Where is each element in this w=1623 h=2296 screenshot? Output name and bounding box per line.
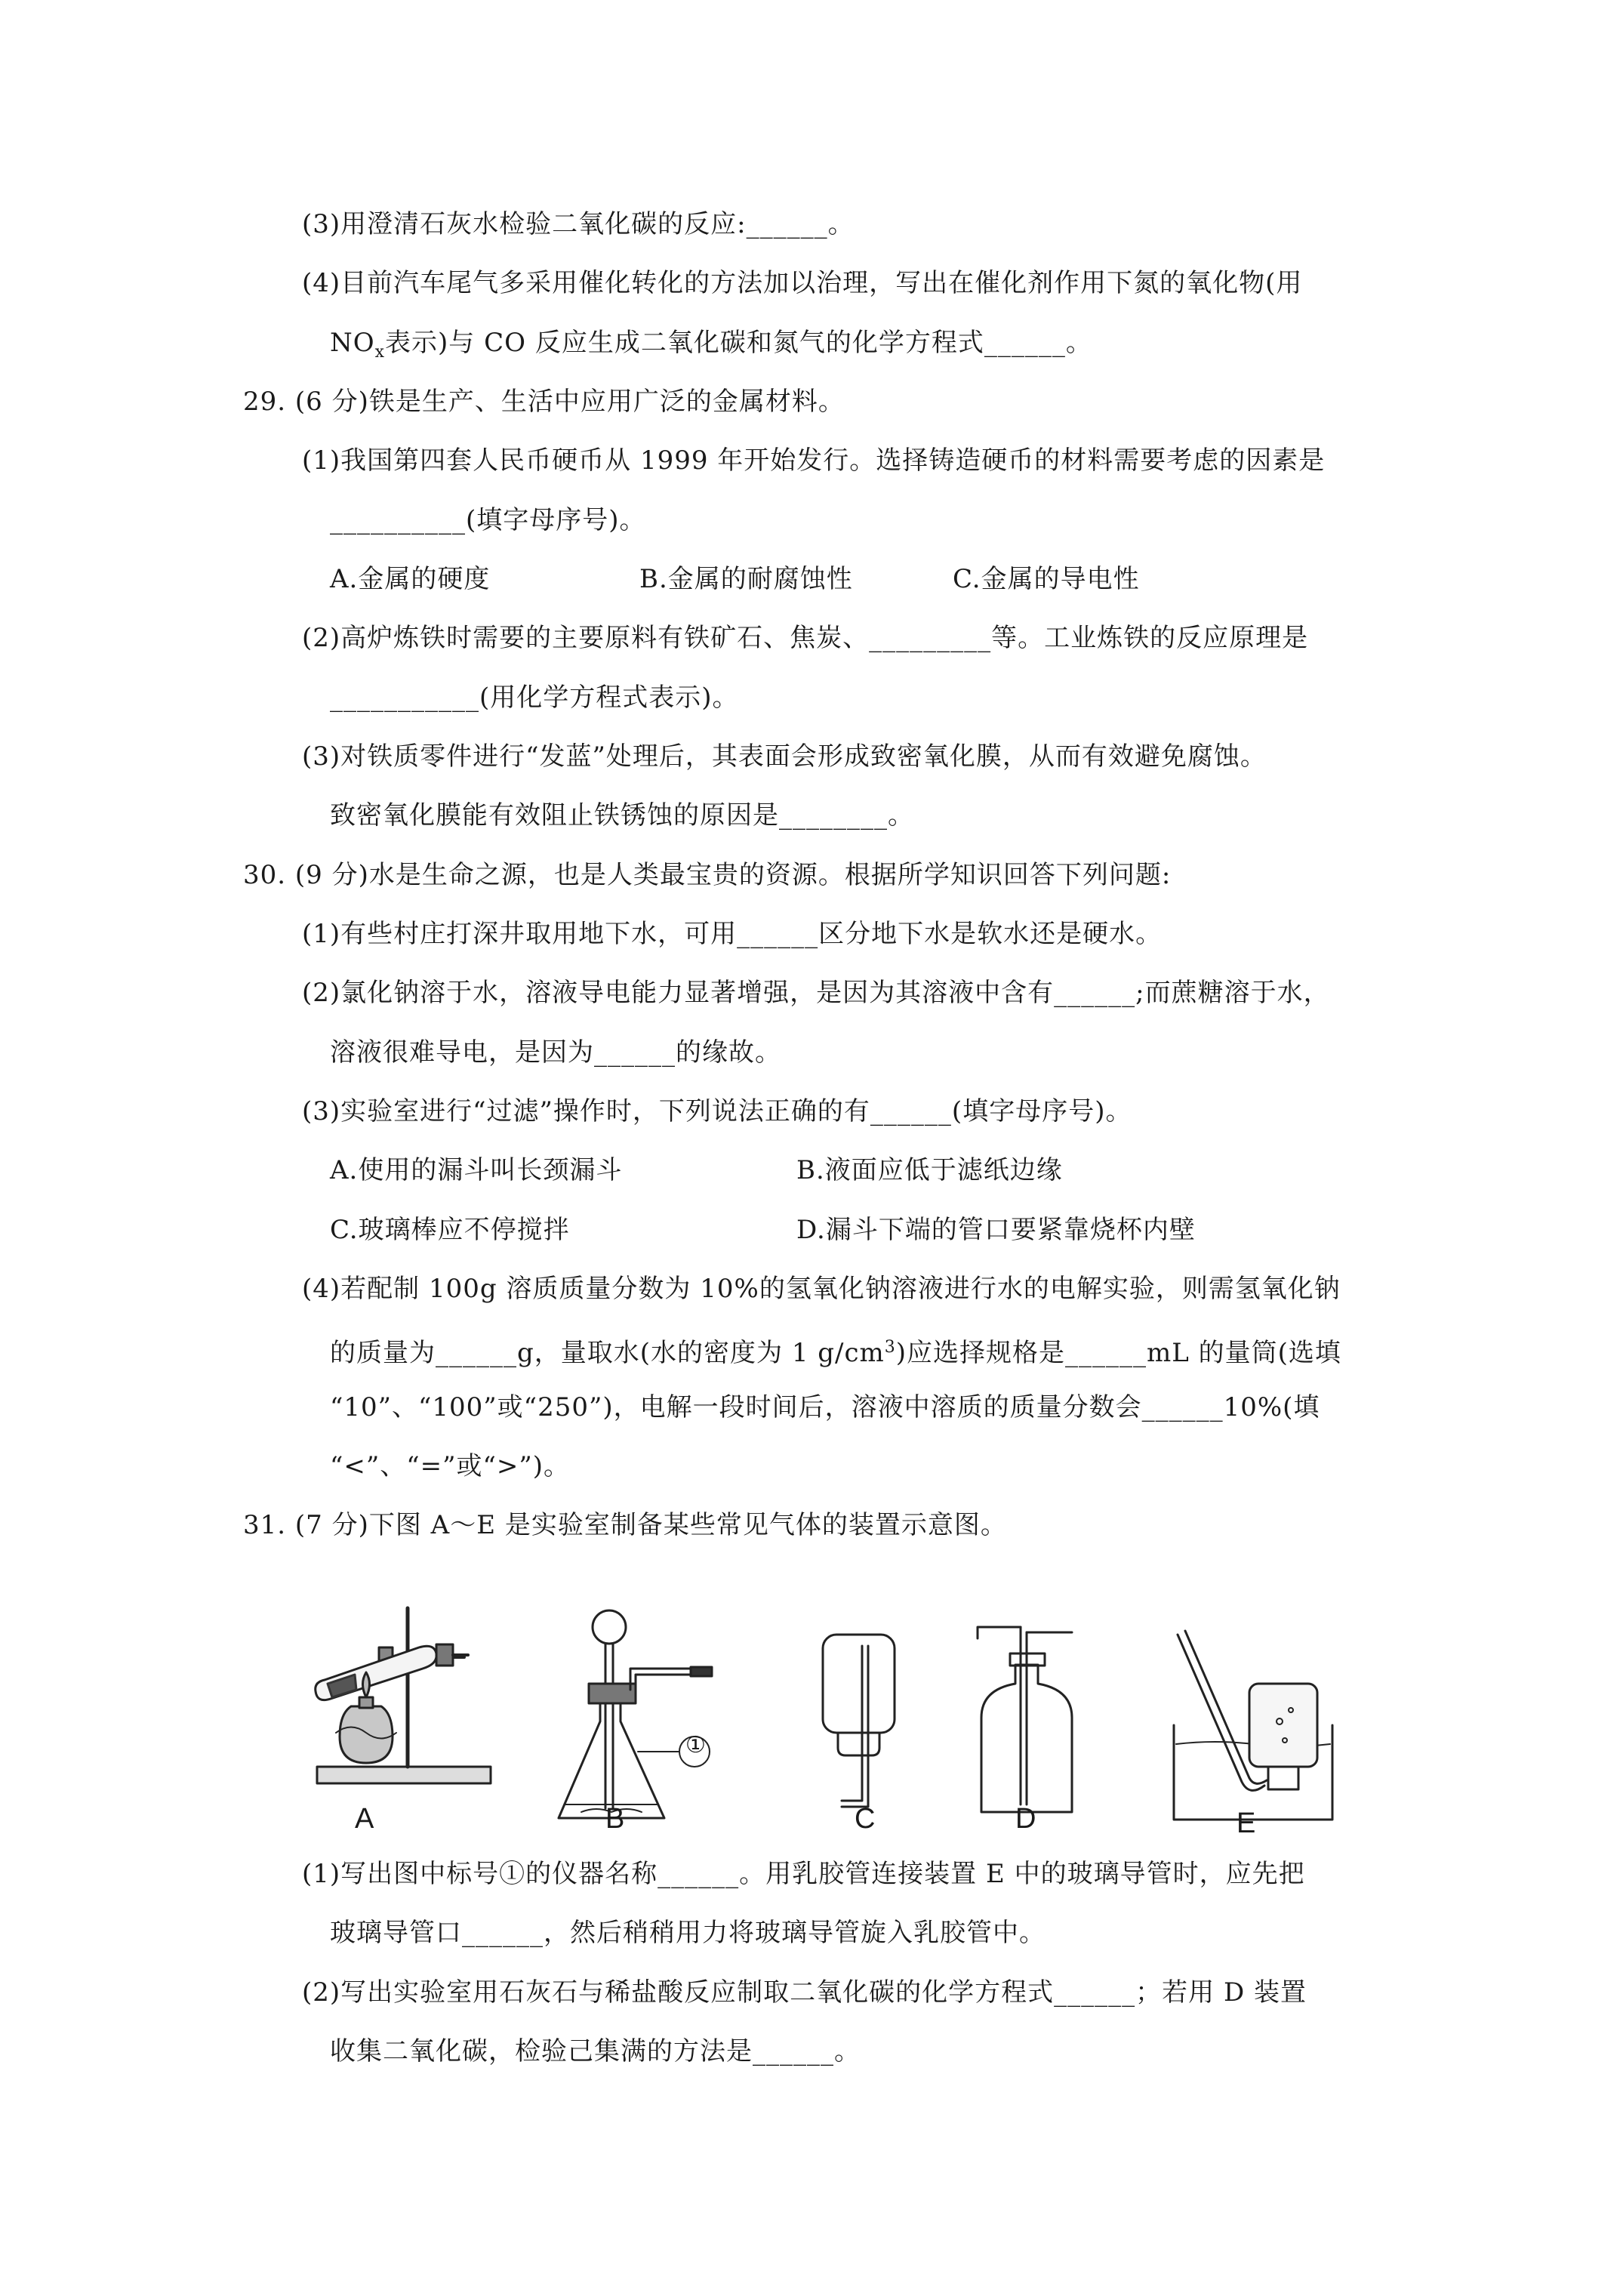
apparatus-figure — [310, 1593, 1366, 1842]
q29-part2-line2: ___________(用化学方程式表示)。 — [330, 683, 739, 713]
label-d: D — [1015, 1803, 1036, 1835]
q30-part3: (3)实验室进行“过滤”操作时，下列说法正确的有______(填字母序号)。 — [302, 1096, 1132, 1126]
q29-option-c: C.金属的导电性 — [953, 564, 1140, 594]
label-c: C — [855, 1803, 876, 1835]
nox-subscript: x — [374, 343, 386, 362]
marker-1: ① — [685, 1732, 706, 1758]
cm3-superscript: 3 — [884, 1338, 896, 1357]
q30-part2-line1: (2)氯化钠溶于水，溶液导电能力显著增强，是因为其溶液中含有______;而蔗糖溶于水， — [302, 978, 1330, 1008]
q28-part4-line1: (4)目前汽车尾气多采用催化转化的方法加以治理，写出在催化剂作用下氮的氧化物(用 — [302, 268, 1303, 298]
apparatus-b — [559, 1610, 712, 1818]
q29-heading: 29. (6 分)铁是生产、生活中应用广泛的金属材料。 — [243, 387, 845, 417]
q30-option-d: D.漏斗下端的管口要紧靠烧杯内壁 — [796, 1215, 1196, 1245]
label-e: E — [1236, 1808, 1256, 1839]
q29-part3-line1: (3)对铁质零件进行“发蓝”处理后，其表面会形成致密氧化膜，从而有效避免腐蚀。 — [302, 741, 1267, 772]
label-b: B — [605, 1803, 625, 1835]
q31-part2-line1: (2)写出实验室用石灰石与稀盐酸反应制取二氧化碳的化学方程式______；若用 D 装置 — [302, 1977, 1307, 2008]
q30-heading: 30. (9 分)水是生命之源，也是人类最宝贵的资源。根据所学知识回答下列问题: — [243, 860, 1172, 890]
q30-part4-line2 — [330, 1331, 1341, 1370]
q29-part2-line1: (2)高炉炼铁时需要的主要原料有铁矿石、焦炭、_________等。工业炼铁的反应原理是 — [302, 623, 1309, 653]
q31-heading: 31. (7 分)下图 A～E 是实验室制备某些常见气体的装置示意图。 — [243, 1510, 1007, 1540]
apparatus-e — [1174, 1631, 1332, 1820]
q30-option-c: C.玻璃棒应不停搅拌 — [330, 1215, 570, 1245]
q30-part4-line4: “<”、“=”或“>”)。 — [330, 1451, 571, 1481]
nox-formula: NO — [330, 328, 375, 358]
q31-part2-line2: 收集二氧化碳，检验己集满的方法是______。 — [330, 2036, 861, 2066]
label-a: A — [355, 1803, 374, 1835]
q30-part4-line2-start: 的质量为______g，量取水(水的密度为 1 g/cm — [330, 1338, 885, 1368]
q29-option-b: B.金属的耐腐蚀性 — [639, 564, 853, 594]
q28-part3: (3)用澄清石灰水检验二氧化碳的反应:______。 — [302, 209, 855, 239]
q30-part4-line3: “10”、“100”或“250”)，电解一段时间后，溶液中溶质的质量分数会______10%(填 — [330, 1392, 1320, 1422]
q28-part4-line2 — [330, 326, 1092, 369]
apparatus-d — [978, 1627, 1072, 1812]
q30-part1: (1)有些村庄打深井取用地下水，可用______区分地下水是软水还是硬水。 — [302, 919, 1163, 949]
q30-option-b: B.液面应低于滤纸边缘 — [796, 1155, 1063, 1185]
q30-part4-line1: (4)若配制 100g 溶质质量分数为 10%的氢氧化钠溶液进行水的电解实验，则需氢氧化钠 — [302, 1274, 1341, 1304]
q29-part3-line2: 致密氧化膜能有效阻止铁锈蚀的原因是________。 — [330, 800, 914, 831]
apparatus-a — [316, 1608, 491, 1783]
q30-part4-line2-rest: )应选择规格是______mL 的量筒(选填 — [895, 1338, 1341, 1368]
q31-part1-line2: 玻璃导管口______，然后稍稍用力将玻璃导管旋入乳胶管中。 — [330, 1918, 1046, 1948]
q30-option-a: A.使用的漏斗叫长颈漏斗 — [330, 1155, 623, 1185]
q30-part2-line2: 溶液很难导电，是因为______的缘故。 — [330, 1037, 781, 1068]
apparatus-drawing — [310, 1593, 1366, 1842]
q28-part4-line2-rest: 表示)与 CO 反应生成二氧化碳和氮气的化学方程式______。 — [385, 328, 1092, 358]
apparatus-c — [823, 1635, 895, 1807]
q31-part1-line1: (1)写出图中标号①的仪器名称______。用乳胶管连接装置 E 中的玻璃导管时，应先把 — [302, 1859, 1305, 1889]
q29-part1-line1: (1)我国第四套人民币硬币从 1999 年开始发行。选择铸造硬币的材料需要考虑的因素是 — [302, 445, 1326, 476]
q29-part1-line2: __________(填字母序号)。 — [330, 505, 646, 535]
q29-option-a: A.金属的硬度 — [330, 564, 491, 594]
